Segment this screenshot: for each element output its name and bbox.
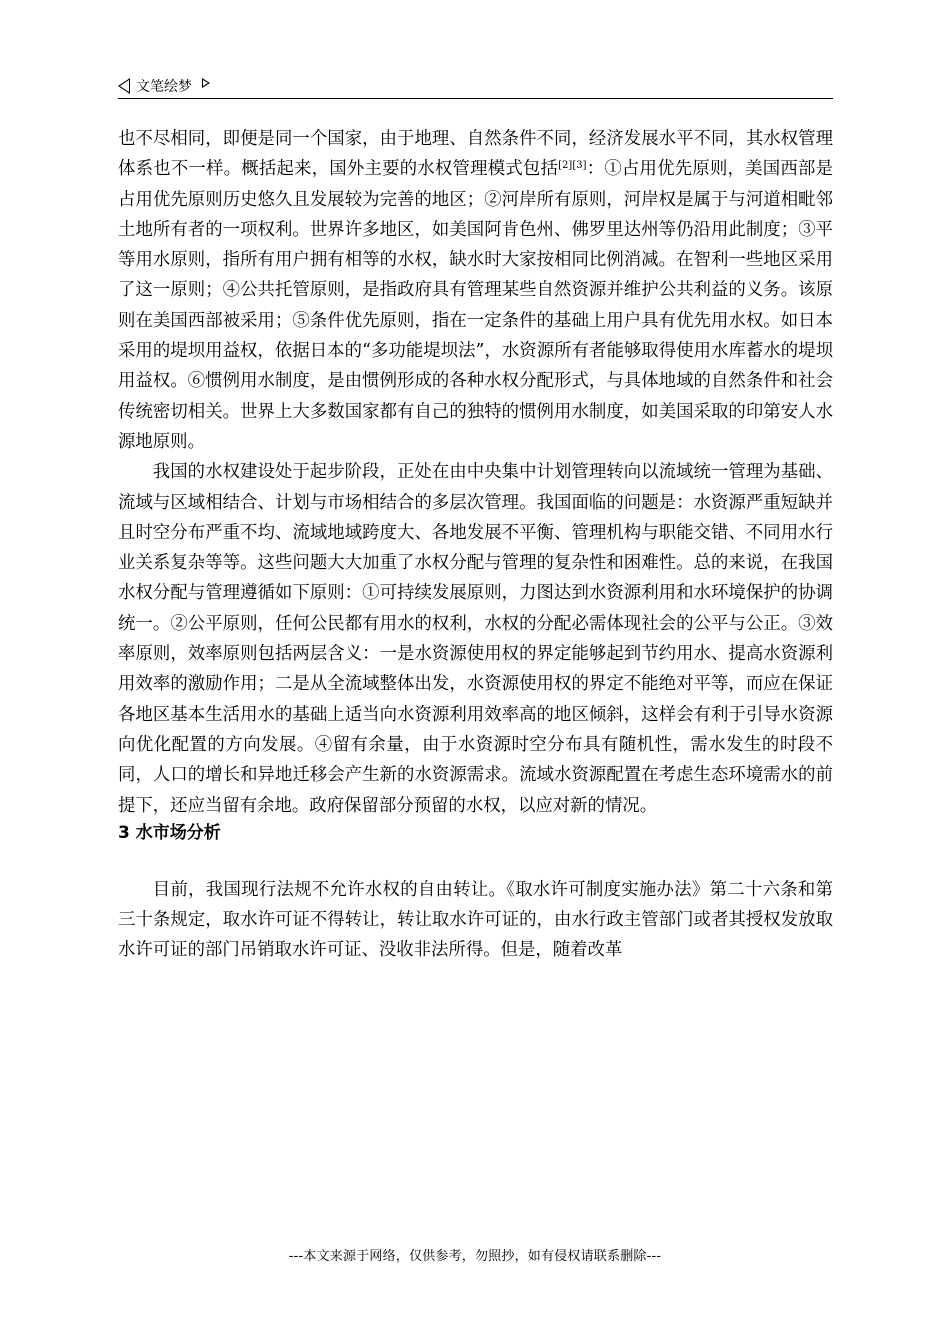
- paragraph-foreign-water-rights: [118, 124, 833, 457]
- paragraph-text: ：①占用优先原则，美国西部是占用优先原则历史悠久且发展较为完善的地区；②河岸所有原则，河岸权是属于与河道相毗邻土地所有者的一项权利。世界许多地区，如美国阿肯色州、佛罗里达州等仍沿用此制度；③平等用水原则，指所有用户拥有相等的水权，缺水时大家按相同比例消减。在智利一些地区采用了这一原则；④公共托管原则，是指政府具有管理某些自然资源并维护公共利益的义务。该原则在美国西部被采用；⑤条件优先原则，指在一定条件的基础上用户具有优先用水权。如日本采用的堤坝用益权，依据日本的“多功能堤坝法”，水资源所有者能够取得使用水库蓄水的堤坝用益权。⑥惯例用水制度，是由惯例形成的各种水权分配形式，与具体地域的自然条件和社会传统密切相关。世界上大多数国家都有自己的独特的惯例用水制度，如美国采取的印第安人水源地原则。: [118, 159, 833, 452]
- page-header: [118, 72, 833, 99]
- citation-reference: [2][3]: [558, 160, 587, 172]
- paragraph-water-market: 目前，我国现行法规不允许水权的自由转让。《取水许可制度实施办法》第二十六条和第三十条规定，取水许可证不得转让，转让取水许可证的，由水行政主管部门或者其授权发放取水许可证的部门吊销取水许可证、没收非法所得。但是，随着改革: [118, 879, 833, 961]
- document-body: [118, 124, 833, 966]
- right-triangle-icon: [202, 78, 210, 88]
- page-footer: ---本文来源于网络，仅供参考，勿照抄，如有侵权请联系删除---: [288, 1249, 662, 1264]
- section-heading: 3 水市场分析: [118, 822, 221, 843]
- paragraph-domestic-water-rights: 我国的水权建设处于起步阶段，正处在由中央集中计划管理转向以流域统一管理为基础、流域与区域相结合、计划与市场相结合的多层次管理。我国面临的问题是：水资源严重短缺并且时空分布严重不均、流域地域跨度大、各地发展不平衡、管理机构与职能交错、不同用水行业关系复杂等等。这些问题大大加重了水权分配与管理的复杂性和困难性。总的来说，在我国水权分配与管理遵循如下原则：①可持续发展原则，力图达到水资源利用和水环境保护的协调统一。②公平原则，任何公民都有用水的权利，水权的分配必需体现社会的公平与公正。③效率原则，效率原则包括两层含义：一是水资源使用权的界定能够起到节约用水、提高水资源利用效率的激励作用；二是从全流域整体出发，水资源使用权的界定不能绝对平等，而应在保证各地区基本生活用水的基础上适当向水资源利用效率高的地区倾斜，这样会有利于引导水资源向优化配置的方向发展。④留有余量，由于水资源时空分布具有随机性，需水发生的时段不同，人口的增长和异地迁移会产生新的水资源需求。流域水资源配置在考虑生态环境需水的前提下，还应当留有余地。政府保留部分预留的水权，以应对新的情况。: [118, 462, 833, 816]
- header-title: 文笔绘梦: [136, 79, 192, 95]
- left-triangle-icon: [118, 78, 130, 94]
- paragraph-text: 也不尽相同，即便是同一个国家，由于地理、自然条件不同，经济发展水平不同，其水权管理体系也不一样。概括起来，国外主要的水权管理模式包括: [118, 129, 833, 180]
- header-brand: [118, 76, 210, 96]
- spacer: [118, 845, 833, 875]
